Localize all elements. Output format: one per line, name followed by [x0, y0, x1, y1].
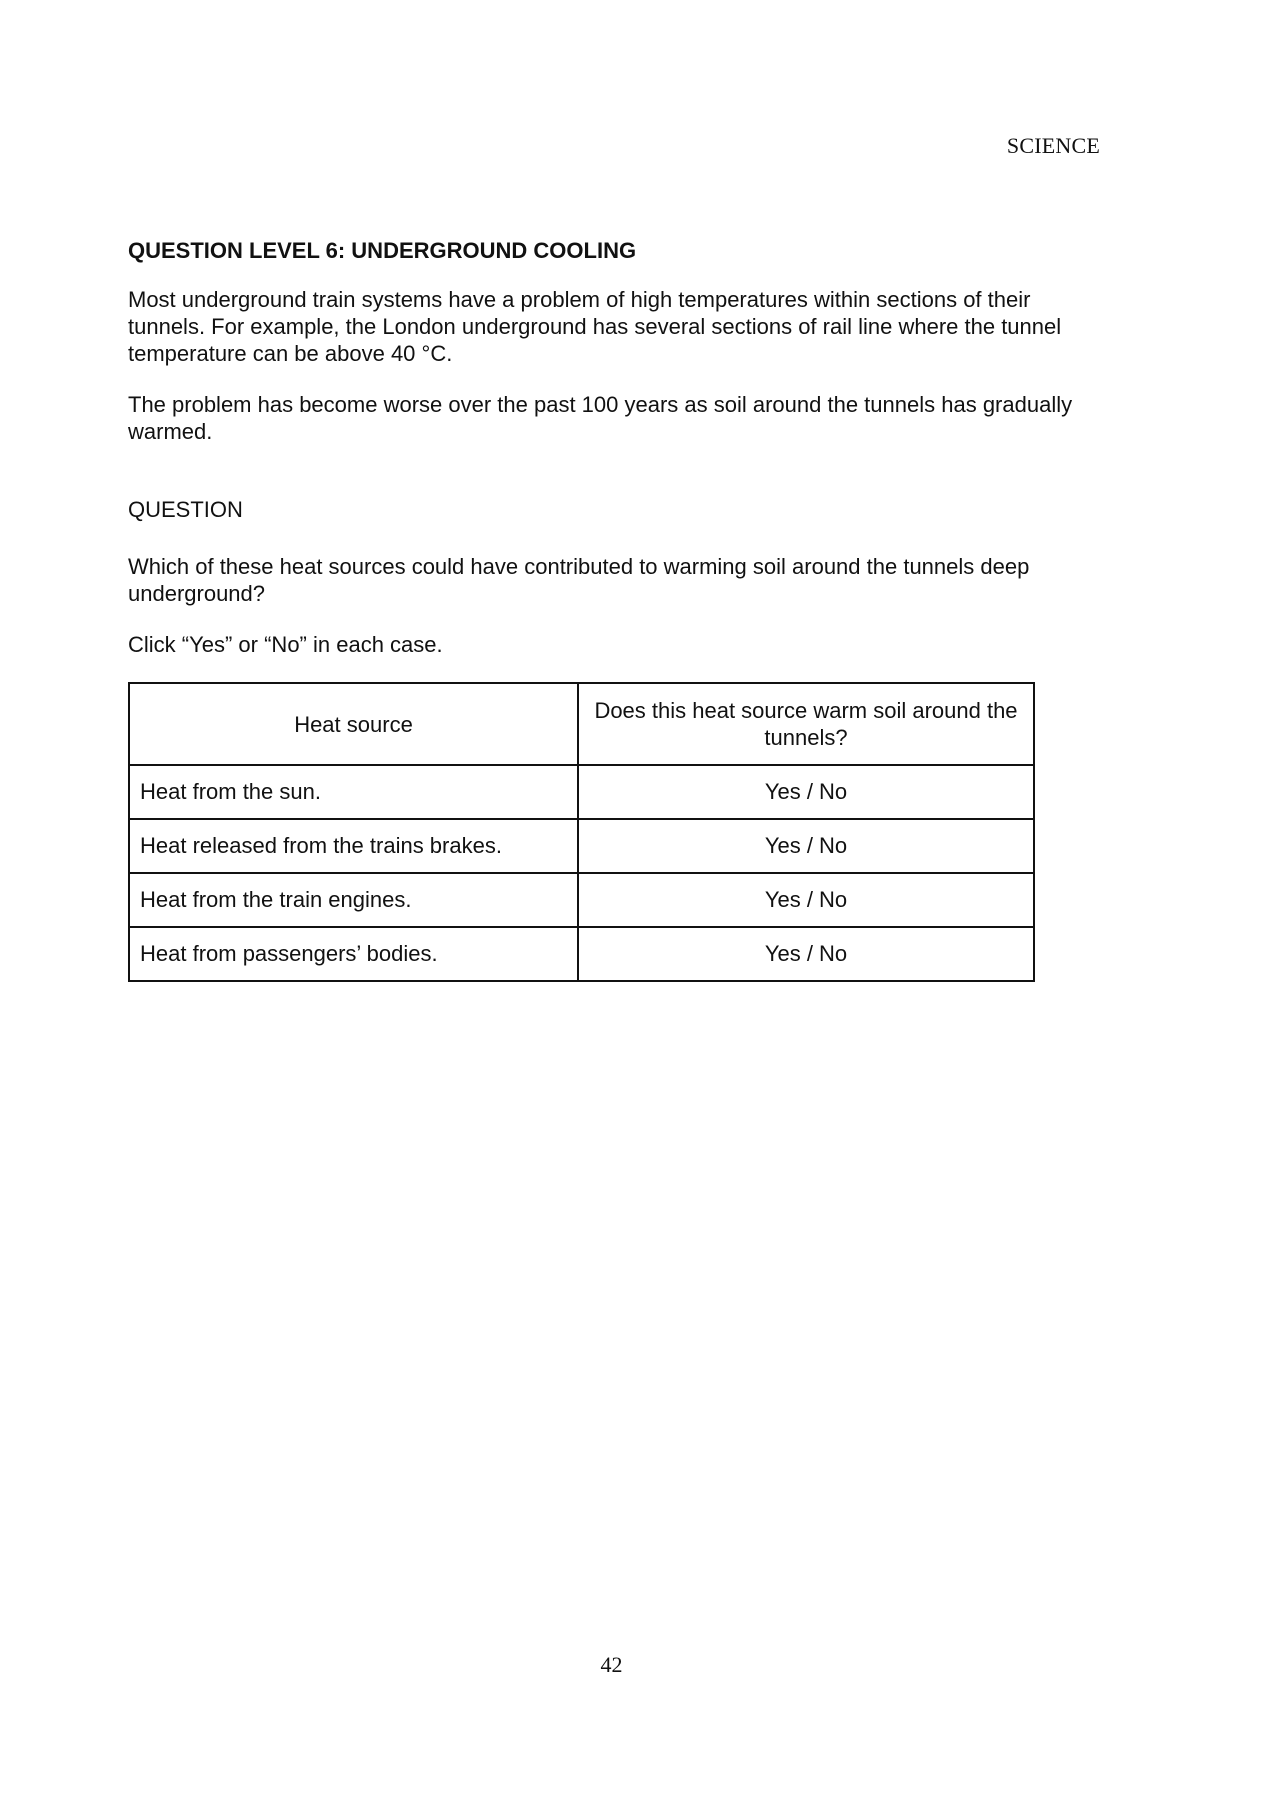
- yes-no-cell: [578, 819, 1034, 873]
- heat-source-table: [128, 682, 1035, 982]
- intro-paragraph-2: The problem has become worse over the past 100 years as soil around the tunnels has gradually warmed.: [128, 392, 1073, 444]
- header-warm-soil: Does this heat source warm soil around the tunnels?: [578, 683, 1034, 765]
- yes-option[interactable]: Yes: [764, 833, 801, 858]
- table-row: [129, 819, 1034, 873]
- question-prompt: Which of these heat sources could have contributed to warming soil around the tunnels deep underground?: [128, 554, 1030, 606]
- yes-no-cell: [578, 873, 1034, 927]
- no-option[interactable]: No: [819, 941, 848, 966]
- question-title: QUESTION LEVEL 6: UNDERGROUND COOLING: [128, 238, 637, 263]
- yes-option[interactable]: Yes: [764, 887, 801, 912]
- header-heat-source: Heat source: [129, 683, 578, 765]
- intro-paragraph-1: Most underground train systems have a problem of high temperatures within sections of their tunnels. For example, the London underground has several sections of rail line where the tunnel temperature can be above 40 °C.: [128, 287, 1062, 366]
- table-row: [129, 873, 1034, 927]
- question-instruction: Click “Yes” or “No” in each case.: [128, 632, 443, 657]
- yes-option[interactable]: Yes: [764, 941, 801, 966]
- yes-no-separator: /: [800, 833, 820, 858]
- heat-source-cell: Heat from the train engines.: [129, 873, 578, 927]
- no-option[interactable]: No: [819, 779, 848, 804]
- yes-no-separator: /: [800, 887, 820, 912]
- question-content: [128, 238, 1103, 982]
- yes-no-separator: /: [800, 779, 820, 804]
- no-option[interactable]: No: [819, 833, 848, 858]
- heat-source-cell: Heat from the sun.: [129, 765, 578, 819]
- yes-option[interactable]: Yes: [764, 779, 801, 804]
- page-number: 42: [600, 1652, 623, 1677]
- heat-source-cell: Heat from passengers’ bodies.: [129, 927, 578, 981]
- no-option[interactable]: No: [819, 887, 848, 912]
- subject-header: SCIENCE: [1006, 133, 1100, 158]
- table-row: [129, 927, 1034, 981]
- heat-source-cell: Heat released from the trains brakes.: [129, 819, 578, 873]
- table-header-row: [129, 683, 1034, 765]
- yes-no-separator: /: [800, 941, 820, 966]
- yes-no-cell: [578, 927, 1034, 981]
- table-row: [129, 765, 1034, 819]
- question-section-label: QUESTION: [128, 497, 243, 522]
- yes-no-cell: [578, 765, 1034, 819]
